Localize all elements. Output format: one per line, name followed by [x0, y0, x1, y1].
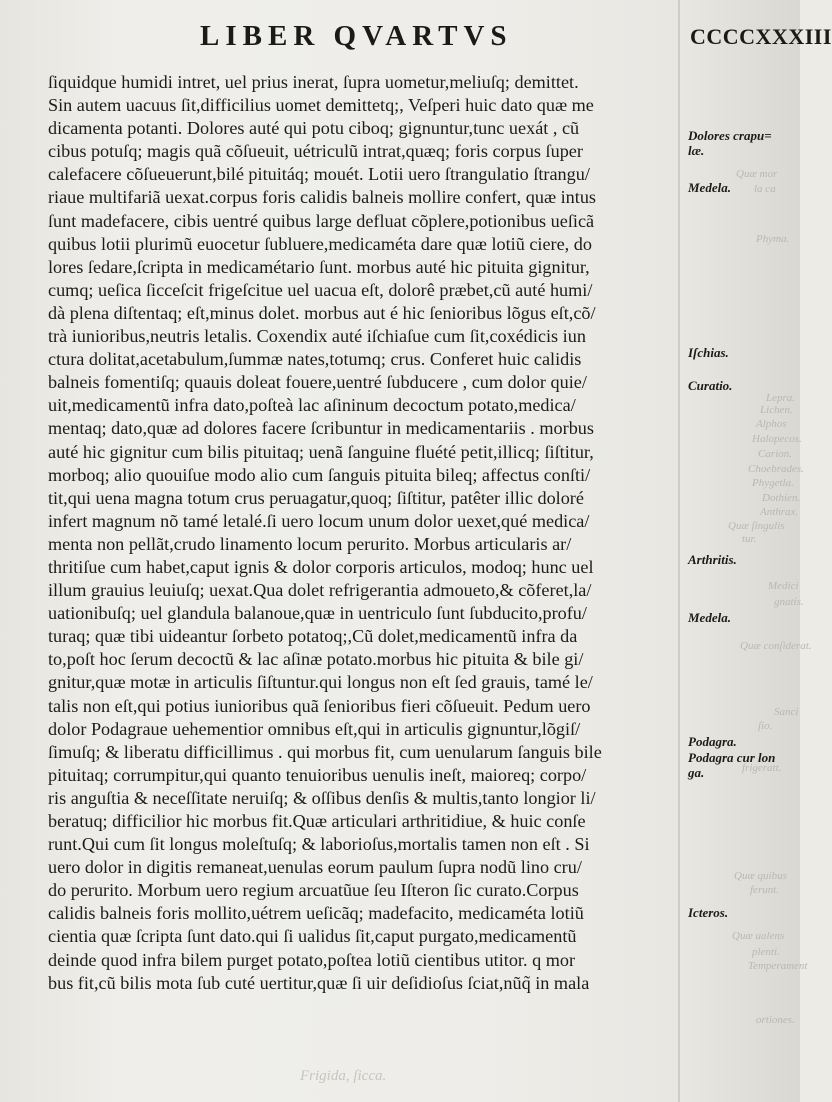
text-line: morboq; alio quouiſue modo alio cum ſanguis pituita bileq; affectus conſti/ [48, 464, 591, 485]
show-through-note: Anthrax. [760, 506, 799, 518]
show-through-note: Choebrades. [748, 463, 804, 475]
text-line: pituitaq; corrumpitur,qui quanto tenuioribus uenulis ineſt, maioreq; corpo/ [48, 764, 587, 785]
text-line: Sin autem uacuus ſit,difficilius uomet demittetq;, Veſperi huic dato quæ me [48, 95, 594, 116]
text-line: cibus potuſq; magis quã cõſueuit, uétriculũ intrat,quæq; foris corpus ſuper [48, 141, 583, 162]
text-line: talis non eſt,qui potius iunioribus quã ſenioribus fieri cõſueuit. Pedum uero [48, 695, 591, 716]
text-line: menta non pellãt,crudo linamento locum perurito. Morbus articularis ar/ [48, 533, 572, 554]
text-line: deinde quod infra bilem purget potato,poſtea lotiũ cientibus utitor. q mor [48, 949, 576, 970]
text-line: cientia quæ ſcripta ſunt dato.qui ſi ualidus ſit,caput purgato,medicamentũ [48, 926, 577, 947]
show-through-note: ortiones. [756, 1014, 795, 1026]
show-through-note: ferunt. [750, 884, 780, 896]
text-line: trà iunioribus,neutris letalis. Coxendix auté iſchiaſue cum ſit,coxédicis iun [48, 326, 586, 347]
text-line: dicamenta potanti. Dolores auté qui potu ciboq; gignuntur,tunc uexát , cũ [48, 118, 580, 139]
margin-note: Podagra. [688, 734, 737, 749]
text-line: turaq; quæ tibi uideantur ſorbeto potatoq;,Cũ dolet,medicamentũ infra da [48, 626, 578, 647]
text-line: infert magnum nõ tamé letalé.ſi uero locum unum dolor uexet,qué medica/ [48, 510, 590, 531]
show-through-note: tur. [742, 533, 757, 545]
text-line: do perurito. Morbum uero regium arcuatũue ſeu Iſteron ſic curato.Corpus [48, 880, 579, 901]
show-through-note: Halopecos. [752, 433, 802, 445]
show-through-note: ſio. [758, 720, 773, 732]
show-through-note: Quæ mor [736, 168, 778, 180]
text-line: ſunt madefacere, cibis uentré quibus large defluat cõplere,potionibus ueſicã [48, 210, 595, 231]
text-line: balneis fomentiſq; quauis doleat fouere,uentré ſubducere , cum dolor quie/ [48, 372, 587, 393]
show-through-note: gnatis. [774, 596, 804, 608]
show-through-bottom-text: Frigida, ſicca. [300, 1068, 387, 1084]
margin-note: Arthritis. [688, 552, 737, 567]
show-through-note: Quæ ſingulis [728, 520, 785, 532]
show-through-note: Phygetla. [752, 477, 794, 489]
running-head: LIBER QVARTVS [200, 20, 513, 52]
text-line: calefacere cõſueuerunt,bilé pituitáq; mouét. Lotii uero ſtrangulatio ſtrangu/ [48, 164, 590, 185]
text-line: dà plena diſtentaq; eſt,minus dolet. morbus aut é hic ſenioribus lõgus eſt,cõ/ [48, 302, 596, 323]
show-through-note: Alphos [756, 418, 787, 430]
margin-note: Dolores crapu= [688, 128, 772, 143]
text-line: gnitur,quæ motæ in articulis ſiſtuntur.qui longus non eſt ſed grauis, tamé le/ [48, 672, 593, 693]
text-line: ſimuſq; & liberatu difficillimus . qui morbus fit, cum uenularum ſanguis bile [48, 741, 602, 762]
text-line: uit,medicamentũ infra dato,poſteà lac aſininum decoctum potato,medica/ [48, 395, 576, 416]
margin-note: Medela. [688, 610, 731, 625]
margin-note: Iſchias. [688, 345, 729, 360]
text-line: to,poſt hoc ſerum decoctũ & lac aſinæ potato.morbus hic pituita & bile gi/ [48, 649, 584, 670]
show-through-note: frigeratt. [742, 762, 782, 774]
text-line: thritiſue cum habet,caput ignis & dolor corporis articulos, modoq; hunc uel [48, 556, 594, 577]
text-line: cumq; ueſica ſicceſcit frigeſcitue uel uacua eſt, dolorê præbet,cũ auté humi/ [48, 279, 593, 300]
show-through-note: Quæ quibus [734, 870, 787, 882]
text-line: auté hic gignitur cum bilis pituitaq; uenã ſanguine fluété petit,illicq; ſiſtitur, [48, 441, 594, 462]
text-line: lores ſedare,ſcripta in medicamétario ſunt. morbus auté hic pituita gignitur, [48, 256, 590, 277]
text-line: ſiquidque humidi intret, uel prius inerat, ſupra uometur,meliuſq; demittet. [48, 72, 579, 92]
show-through-note: Temperament [748, 960, 808, 972]
show-through-note: Quæ conſiderat. [740, 640, 812, 652]
show-through-note: Dothien. [762, 492, 801, 504]
main-text-block [48, 71, 680, 995]
show-through-note: Lichen. [760, 404, 793, 416]
show-through-note: la ca [754, 183, 776, 195]
show-through-note: plenti. [752, 946, 780, 958]
margin-note: Icteros. [688, 905, 729, 920]
text-line: tit,qui uena magna totum crus peruagatur,quoq; ſiſtitur, patêter illic doloré [48, 487, 584, 508]
text-line: dolor Podagraue uehementior omnibus eſt,qui in articulis gignuntur,lõgiſ/ [48, 718, 581, 739]
show-through-note: Medici [768, 580, 799, 592]
text-line: quibus lotii plurimũ euocetur ſubluere,medicaméta dare quæ lotiũ ciere, do [48, 233, 592, 254]
text-line: riaue multifariã uexat.corpus foris calidis balneis mollire confert, quæ intus [48, 187, 596, 208]
show-through-note: Carion. [758, 448, 792, 460]
text-line: ctura dolitat,acetabulum,ſummæ nates,totumq; crus. Conferet huic calidis [48, 349, 582, 370]
text-line: mentaq; dato,quæ ad dolores facere ſcribuntur in medicamentariis . morbus [48, 418, 594, 439]
text-line: ris anguſtia & neceſſitate neruiſq; & oſſibus denſis & multis,tanto longior li/ [48, 787, 596, 808]
text-line: runt.Qui cum ſit longus moleſtuſq; & laborioſus,mortalis tamen non eſt . Si [48, 834, 590, 855]
show-through-note: Quæ ualens [732, 930, 785, 942]
text-line: calidis balneis foris mollito,uétrem ueſicãq; madefacito, medicaméta lotiũ [48, 903, 584, 924]
margin-note: læ. [688, 143, 705, 158]
margin-note: ga. [688, 765, 705, 780]
text-line: beratuq; difficilior hic morbus fit.Quæ articulari arthritidiue, & huic conſe [48, 811, 586, 831]
margin-note: Medela. [688, 180, 731, 195]
folio-number: CCCCXXXIII [690, 24, 832, 49]
text-line: uationibuſq; uel glandula balanoue,quæ in uentriculo ſunt ſubducito,profu/ [48, 603, 587, 624]
text-line: bus fit,cũ bilis mota ſub cuté uertitur,quæ ſi uir deſidioſus ſciat,nũq̃ in mala [48, 972, 590, 993]
text-line: illum grauius leuiuſq; uexat.Qua dolet refrigerantia admoueto,& cõferet,la/ [48, 580, 592, 601]
show-through-note: Phyma. [756, 233, 790, 245]
margin-note: Curatio. [688, 378, 733, 393]
margin-note: Podagra cur lon [688, 750, 776, 765]
show-through-note: Sanci [774, 706, 799, 718]
text-line: uero dolor in digitis remaneat,uenulas eorum paulum ſupra nodũ lino cru/ [48, 857, 582, 878]
show-through-note: Lepra. [766, 392, 796, 404]
